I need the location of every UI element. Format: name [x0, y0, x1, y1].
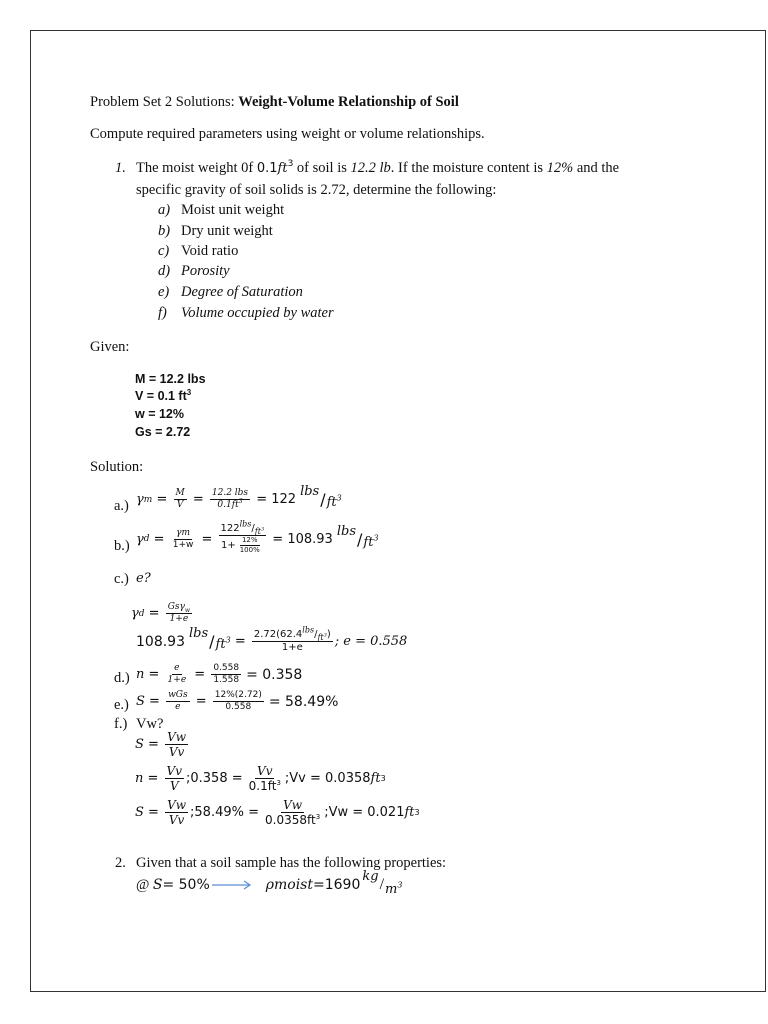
lhs-value: 108.93	[136, 633, 185, 650]
sol-a-equation: γ m = $\frac{M}{V}$ = $\frac{\text{12.2 lbs}}{0.1ft^3}$ = 122 lbs / $ft^3$	[136, 484, 342, 510]
fraction	[174, 489, 187, 510]
rho-value: =1690	[313, 877, 361, 893]
sol-c-equation-2: 108.93 lbs / $ft^3$ = $\frac{2.72(62.4^{lbs}/_{ft^3})}{1+e}$ ; e = 0.558	[136, 625, 408, 653]
given-mass: M = 12.2 lbs	[135, 372, 206, 386]
frac-num: 0.558	[213, 663, 240, 673]
item-label: c)	[158, 243, 170, 259]
sol-f-equation-s: S = $\frac{Vw}{Vv}$	[135, 730, 187, 759]
frac-num: Vv	[166, 764, 182, 778]
item-text: Void ratio	[181, 243, 239, 259]
fraction	[166, 664, 189, 685]
unit-den: $ft^3$	[326, 493, 342, 510]
frac-num	[166, 603, 192, 614]
n-result: ;Vv = 0.0358	[284, 771, 371, 786]
given-moisture: w = 12%	[135, 407, 184, 421]
fraction	[219, 519, 267, 554]
p1-text-d: and the	[573, 160, 620, 176]
fraction	[210, 489, 250, 510]
problem2-number: 2.	[115, 855, 126, 871]
frac-den-text: 0.1ft	[217, 500, 239, 510]
frac-num: Vw	[167, 730, 187, 744]
p1-moisture: 12%	[546, 160, 574, 176]
document-title	[90, 94, 459, 111]
rho-moist: ρmoist	[265, 877, 313, 893]
unit-num: lbs	[300, 484, 320, 499]
inner-den: 100%	[239, 546, 260, 554]
frac-num-text: Gsγ	[167, 602, 185, 612]
p1-text-a: The moist weight 0f	[136, 160, 257, 176]
fraction	[165, 731, 188, 758]
given-volume	[135, 389, 191, 403]
item-label: a)	[158, 202, 171, 218]
result: = 0.358	[246, 666, 303, 683]
item-label: b)	[158, 223, 171, 239]
frac-den: $0.0358ft^3$	[265, 813, 321, 827]
frac-num: 12.2 lbs	[211, 488, 249, 498]
result: 108.93	[287, 531, 333, 547]
frac-den	[219, 536, 266, 554]
problem1-line1	[136, 160, 619, 177]
num-unit-den: ft3	[254, 526, 265, 536]
item-label: e)	[158, 284, 170, 300]
fraction	[165, 765, 184, 792]
given-volume-text: V = 0.1 ft	[135, 389, 187, 403]
p1-text-c: . If the moisture content is	[390, 160, 547, 176]
fraction	[211, 664, 241, 685]
frac-num: M	[175, 488, 185, 498]
sol-a-label: a.)	[114, 498, 129, 514]
num-value: 122	[220, 523, 240, 534]
given-heading: Given:	[90, 339, 130, 355]
frac-den: Vv	[168, 813, 185, 827]
at-symbol: @	[136, 876, 150, 893]
frac-den: 1+w	[172, 539, 194, 550]
intro-text: Compute required parameters using weight or volume relationships.	[90, 126, 485, 142]
n-result-unit: ft	[370, 771, 381, 786]
frac-num: Vw	[283, 798, 303, 812]
frac-den: 0.558	[225, 702, 252, 712]
problem1-number: 1.	[115, 160, 126, 176]
fraction	[247, 765, 283, 792]
unit-lbs-ft3: lbs / $ft^3$	[189, 626, 231, 652]
p1-item-e	[158, 284, 303, 301]
num-unit-den-text: ft	[254, 527, 261, 536]
inner-fraction	[238, 537, 262, 554]
frac-den: $0.1ft^3$	[248, 779, 281, 793]
given-volume-exp: 3	[186, 387, 192, 397]
sol-e-label: e.)	[114, 697, 129, 713]
s2-result: ;Vw = 0.021	[324, 805, 405, 820]
frac-num: 12%(2.72)	[214, 690, 262, 700]
given-gs: Gs = 2.72	[135, 425, 191, 439]
frac-num: Vw	[167, 798, 187, 812]
sol-f-label: f.)	[114, 716, 128, 732]
unit-exp: 3	[397, 880, 403, 890]
sol-f-question: Vw?	[136, 716, 164, 732]
item-text: Volume occupied by water	[181, 305, 334, 321]
unit-den	[385, 882, 402, 897]
unit-lbs-ft3: lbs / $ft^3$	[336, 523, 379, 550]
problem2-text: Given that a soil sample has the following properties:	[136, 855, 447, 871]
fraction	[263, 799, 322, 826]
right-arrow-icon	[210, 879, 254, 891]
item-text: Dry unit weight	[181, 223, 273, 239]
frac-num: wGs	[168, 690, 188, 700]
title-prefix: Problem Set 2 Solutions:	[90, 94, 239, 110]
frac-den: 1+e	[281, 642, 303, 653]
p1-item-a	[158, 202, 284, 219]
item-label: f)	[158, 305, 167, 321]
frac-den: e	[175, 702, 181, 712]
fraction	[252, 625, 333, 653]
frac-num: $2.72(62.4^{lbs}/_{ft^3})$	[253, 625, 331, 642]
title-bold: Weight-Volume Relationship of Soil	[238, 94, 459, 110]
sol-b-equation: γ d = $\frac{\gamma m}{1+w}$ = $122^{lbs}/_{ft^3}$ 1+ $\frac{12\%}{100\%}$ = 108.93 lbs / $ft^3$	[136, 519, 379, 554]
gamma-symbol: γ	[136, 492, 144, 507]
frac-den: V	[169, 779, 179, 793]
problem2-properties	[136, 869, 403, 897]
inner-num: 12%	[241, 536, 258, 544]
frac-den-text: 0.1ft	[248, 779, 277, 793]
fraction	[213, 691, 264, 712]
p1-volume-exp: 3	[287, 159, 294, 170]
sol-e-equation: S = $\frac{\text{wGs}}{e}$ = $\frac{12\%(2.72)}{0.558}$ = 58.49%	[136, 690, 339, 712]
item-text: Porosity	[181, 263, 230, 279]
p1-volume-unit: ft	[277, 161, 288, 176]
frac-den: 1+e	[167, 675, 187, 685]
frac-den-text: 0.0358ft	[265, 813, 316, 827]
p1-item-f	[158, 305, 334, 322]
p1-item-c	[158, 243, 238, 260]
s2-value: ;58.49% =	[190, 805, 259, 820]
p1-volume: 0.1	[256, 161, 278, 176]
fraction	[166, 691, 190, 712]
item-text: Degree of Saturation	[181, 284, 303, 300]
fraction	[166, 603, 192, 624]
frac-den: 1.558	[213, 675, 240, 685]
p1-weight: 12.2 lb	[350, 160, 391, 176]
sol-f-equation-s2: S = $\frac{Vw}{Vv}$ ;58.49% = $\frac{Vw}{0.0358ft^3}$ ;Vw = 0.021 ft 3	[135, 798, 420, 827]
result: 122	[271, 492, 297, 507]
frac-den: V	[176, 500, 184, 510]
frac-num: $122^{lbs}/_{ft^3}$	[220, 519, 265, 536]
p1-item-d	[158, 263, 230, 280]
result: ; e = 0.558	[334, 634, 408, 649]
den-pre: 1+	[220, 539, 236, 551]
frac-num: e	[174, 663, 180, 673]
problem1-line2: specific gravity of soil solids is 2.72, determine the following:	[136, 182, 497, 198]
num-unit: lbs	[239, 519, 252, 529]
n-value: ;0.358 =	[186, 771, 243, 786]
frac-den: 1+e	[169, 614, 189, 624]
sol-c-label: c.)	[114, 571, 129, 587]
frac-den: $0.1ft^3$	[217, 498, 243, 510]
unit-den-text: m	[385, 882, 398, 897]
unit-den-text: ft	[326, 495, 337, 510]
sol-d-equation: n = $\frac{e}{1+e}$ = $\frac{0.558}{1.558}$ = 0.358	[136, 663, 303, 685]
sol-d-label: d.)	[114, 670, 130, 686]
unit-lbs-ft3: lbs / $ft^3$	[300, 484, 342, 510]
rhs-num-text: 2.72(62.4	[253, 629, 303, 640]
solution-heading: Solution:	[90, 459, 144, 475]
fraction	[171, 529, 196, 550]
unit-kg-m3: kg / $m^3$	[362, 869, 403, 897]
p1-item-b	[158, 223, 273, 240]
frac-num: γm	[176, 527, 190, 538]
sol-f-equation-n: n = $\frac{Vv}{V}$ ;0.358 = $\frac{Vv}{0.1ft^3}$ ;Vv = 0.0358 ft 3	[135, 764, 386, 793]
s2-result-unit: ft	[404, 805, 415, 820]
s-value: = 50%	[162, 877, 210, 893]
sol-b-label: b.)	[114, 538, 130, 554]
frac-num: Vv	[257, 764, 273, 778]
sol-c-equation-1: γ d = $\frac{Gs\gamma_w}{1+e}$	[131, 602, 191, 624]
result: = 58.49%	[268, 693, 339, 710]
s-variable: S	[152, 877, 163, 893]
item-label: d)	[158, 263, 171, 279]
unit-num: kg	[362, 869, 379, 884]
frac-num-sub: w	[184, 606, 191, 614]
p1-text-b: of soil is	[293, 160, 351, 176]
item-text: Moist unit weight	[181, 202, 285, 218]
fraction	[165, 799, 188, 826]
frac-den: Vv	[168, 745, 185, 759]
sol-c-question: e?	[136, 571, 151, 586]
